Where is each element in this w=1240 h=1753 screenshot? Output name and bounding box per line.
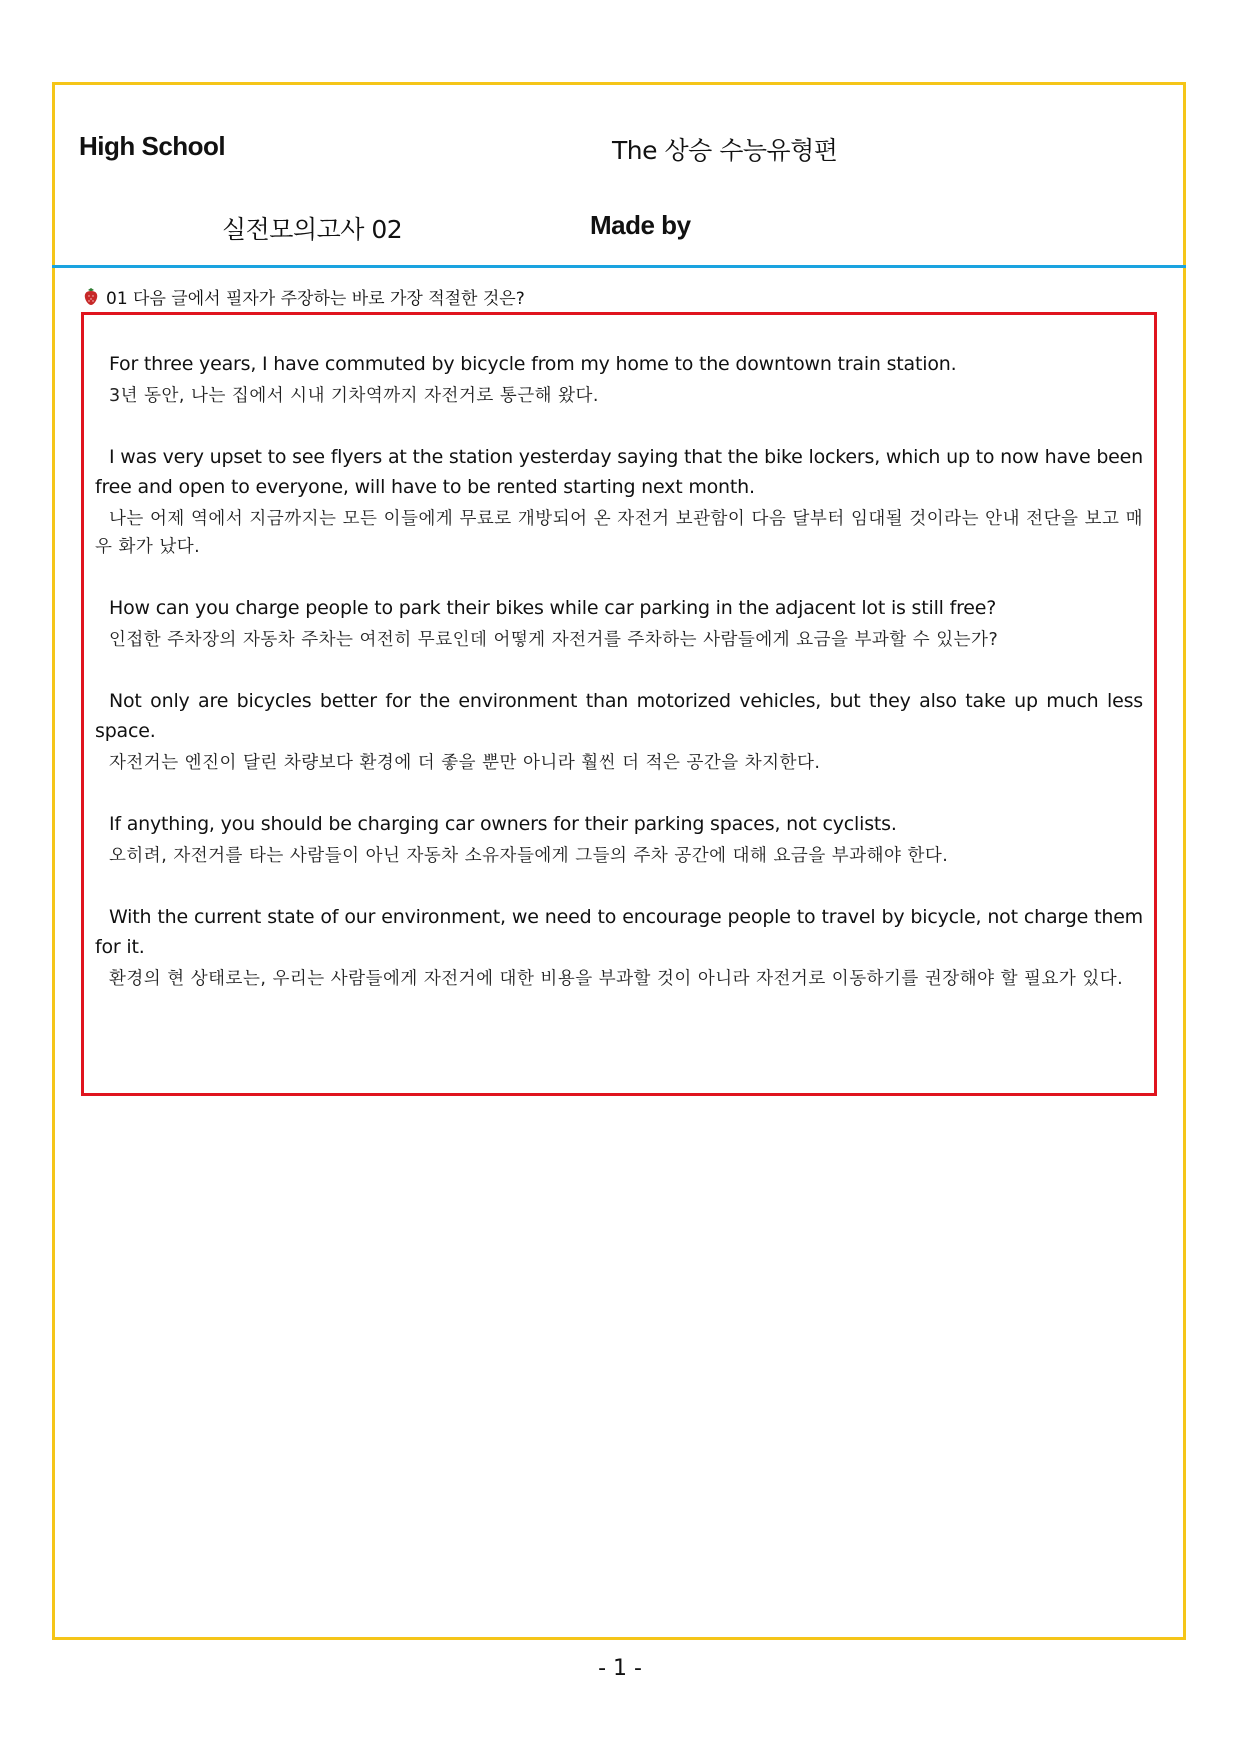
english-sentence: For three years, I have commuted by bicycle from my home to the downtown train station.: [109, 353, 957, 375]
passage-paragraph: [95, 686, 1143, 777]
passage-paragraph: [95, 902, 1143, 993]
passage-paragraph: [95, 349, 1143, 410]
strawberry-icon: [84, 288, 98, 305]
question-text: 01 다음 글에서 필자가 주장하는 바로 가장 적절한 것은?: [106, 289, 525, 309]
korean-translation: 3년 동안, 나는 집에서 시내 기차역까지 자전거로 통근해 왔다.: [109, 386, 599, 406]
passage-box: [81, 312, 1157, 1096]
korean-translation: 나는 어제 역에서 지금까지는 모든 이들에게 무료로 개방되어 온 자전거 보관함이 다음 달부터 임대될 것이라는 안내 전단을 보고 매우 화가 났다.: [95, 509, 1143, 557]
passage-paragraph: [95, 809, 1143, 870]
passage-paragraph: [95, 442, 1143, 561]
english-sentence: I was very upset to see flyers at the station yesterday saying that the bike lockers, which up to now have been free and open to everyone, will have to be rented starting next month.: [95, 446, 1143, 498]
korean-translation: 오히려, 자전거를 타는 사람들이 아닌 자동차 소유자들에게 그들의 주차 공간에 대해 요금을 부과해야 한다.: [109, 846, 949, 866]
korean-translation: 자전거는 엔진이 달린 차량보다 환경에 더 좋을 뿐만 아니라 훨씬 더 적은 공간을 차지한다.: [109, 753, 821, 773]
korean-translation: 환경의 현 상태로는, 우리는 사람들에게 자전거에 대한 비용을 부과할 것이 아니라 자전거로 이동하기를 권장해야 할 필요가 있다.: [109, 969, 1124, 989]
question-heading: [84, 284, 525, 309]
passage-paragraph: [95, 593, 1143, 654]
header-right-title: The 상승 수능유형편: [612, 136, 838, 165]
english-sentence: If anything, you should be charging car owners for their parking spaces, not cyclists.: [109, 813, 897, 835]
header-divider: [52, 265, 1186, 268]
header-right-subtitle: Made by: [590, 210, 691, 240]
english-sentence: Not only are bicycles better for the environment than motorized vehicles, but they also take up much less space.: [95, 690, 1143, 742]
header-left-subtitle: 실전모의고사 02: [222, 215, 403, 244]
header-left-title: High School: [79, 131, 226, 161]
page-number: - 1 -: [598, 1656, 642, 1681]
korean-translation: 인접한 주차장의 자동차 주차는 여전히 무료인데 어떻게 자전거를 주차하는 사람들에게 요금을 부과할 수 있는가?: [109, 630, 999, 650]
english-sentence: With the current state of our environment, we need to encourage people to travel by bicycle, not charge them for it.: [95, 906, 1143, 958]
english-sentence: How can you charge people to park their bikes while car parking in the adjacent lot is still free?: [109, 597, 997, 619]
